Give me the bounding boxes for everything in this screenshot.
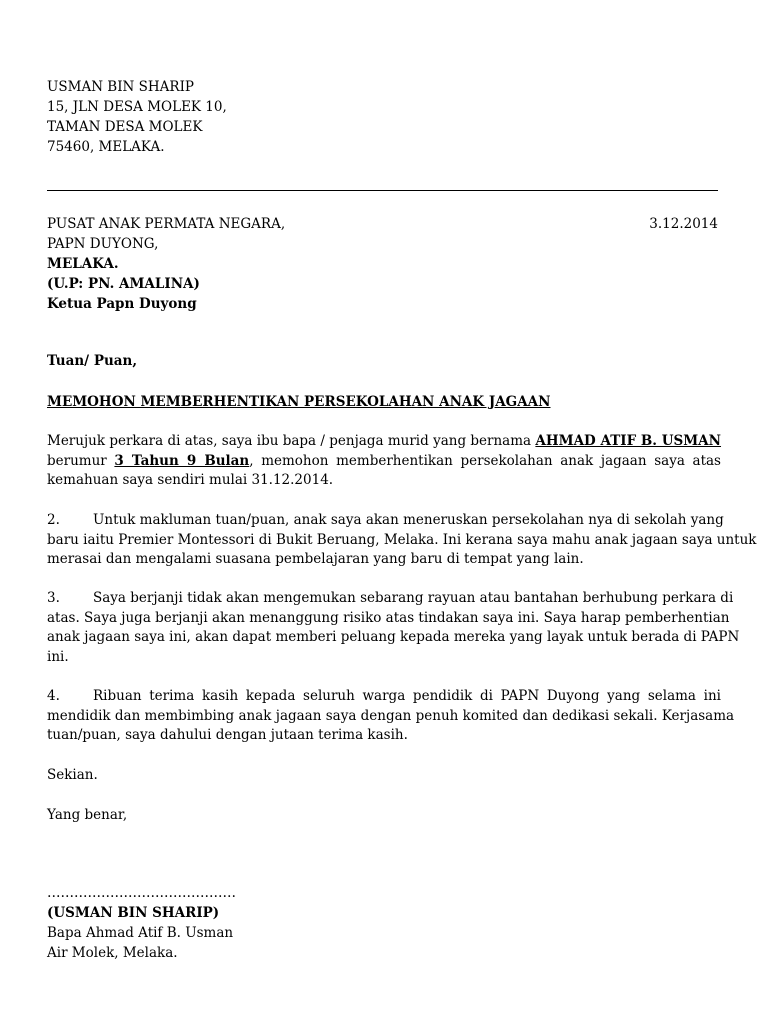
paragraph-1 xyxy=(47,432,721,491)
paragraph-2-line3: merasai dan mengalami suasana pembelajaran yang baru di tempat yang lain. xyxy=(47,551,584,567)
paragraph-2-number: 2. xyxy=(47,512,60,528)
closing-yang-benar: Yang benar, xyxy=(47,807,128,823)
paragraph-4-line2: mendidik dan membimbing anak jagaan saya dengan penuh komited dan dedikasi sekali. Kerjasama xyxy=(47,707,735,724)
signature-line: …………………………………… xyxy=(47,885,236,901)
recipient-line2: PAPN DUYONG, xyxy=(47,236,159,252)
letter-date: 3.12.2014 xyxy=(649,216,718,232)
sender-address-line2: TAMAN DESA MOLEK xyxy=(47,119,203,135)
child-age: 3 Tahun 9 Bulan xyxy=(114,452,250,469)
paragraph-3-number: 3. xyxy=(47,590,60,606)
recipient-title: Ketua Papn Duyong xyxy=(47,296,197,312)
sender-address-line1: 15, JLN DESA MOLEK 10, xyxy=(47,99,227,115)
recipient-line3: MELAKA. xyxy=(47,256,119,272)
paragraph-1-line2: berumur 3 Tahun 9 Bulan, memohon memberhentikan persekolahan anak jagaan saya atas xyxy=(47,452,721,469)
paragraph-4-line3: tuan/puan, saya dahului dengan jutaan terima kasih. xyxy=(47,727,408,743)
recipient-attention: (U.P: PN. AMALINA) xyxy=(47,276,200,292)
paragraph-2-line2: baru iaitu Premier Montessori di Bukit Beruang, Melaka. Ini kerana saya mahu anak jagaan saya untuk xyxy=(47,531,757,548)
paragraph-3-line1: 3. Saya berjanji tidak akan mengemukan sebarang rayuan atau bantahan berhubung perkara di xyxy=(47,589,721,609)
paragraph-3-line4: ini. xyxy=(47,648,69,665)
salutation: Tuan/ Puan, xyxy=(47,353,138,369)
paragraph-3-line2: atas. Saya juga berjanji akan menanggung risiko atas tindakan saya ini. Saya harap pemberhentian xyxy=(47,609,730,626)
sender-address-line3: 75460, MELAKA. xyxy=(47,139,165,155)
paragraph-4-number: 4. xyxy=(47,688,60,704)
paragraph-4 xyxy=(47,687,735,746)
signatory-name: (USMAN BIN SHARIP) xyxy=(47,905,220,921)
paragraph-3 xyxy=(47,589,740,667)
signatory-place: Air Molek, Melaka. xyxy=(47,945,178,961)
letter-subject: MEMOHON MEMBERHENTIKAN PERSEKOLAHAN ANAK JAGAAN xyxy=(47,394,551,410)
child-name: AHMAD ATIF B. USMAN xyxy=(535,433,722,449)
paragraph-2-line1: 2. Untuk makluman tuan/puan, anak saya akan meneruskan persekolahan nya di sekolah yang xyxy=(47,511,721,531)
paragraph-1-line1: Merujuk perkara di atas, saya ibu bapa / penjaga murid yang bernama AHMAD ATIF B. USMAN xyxy=(47,433,722,449)
signatory-title: Bapa Ahmad Atif B. Usman xyxy=(47,925,234,941)
closing-sekian: Sekian. xyxy=(47,767,98,783)
header-divider xyxy=(47,190,718,191)
recipient-line1: PUSAT ANAK PERMATA NEGARA, xyxy=(47,216,286,232)
sender-name: USMAN BIN SHARIP xyxy=(47,79,195,95)
paragraph-1-line3: kemahuan saya sendiri mulai 31.12.2014. xyxy=(47,472,334,488)
paragraph-3-line3: anak jagaan saya ini, akan dapat memberi peluang kepada mereka yang layak untuk berada di PAPN xyxy=(47,629,740,645)
paragraph-4-line1: 4. Ribuan terima kasih kepada seluruh warga pendidik di PAPN Duyong yang selama ini xyxy=(47,687,721,707)
paragraph-2 xyxy=(47,511,757,570)
